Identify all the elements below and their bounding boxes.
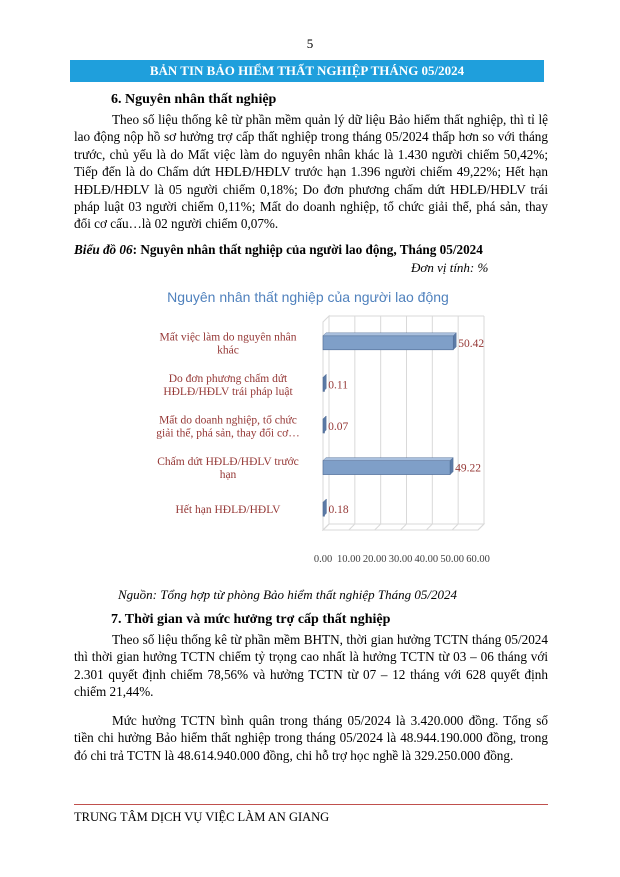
figure-source: Nguồn: Tổng hợp từ phòng Bảo hiểm thất nghiệp Tháng 05/2024	[118, 587, 458, 602]
page-number: 5	[306, 36, 314, 51]
bar-top	[323, 458, 453, 461]
footer-text: TRUNG TÂM DỊCH VỤ VIỆC LÀM AN GIANG	[74, 810, 330, 824]
gridline-base	[426, 524, 432, 530]
data-label: 50.42	[458, 337, 485, 350]
chart-title: Nguyên nhân thất nghiệp của người lao động	[167, 289, 449, 305]
gridline-base	[452, 524, 458, 530]
category-label: Mất do doanh nghiệp, tổ chức giải thể, phá sản, thay đổi cơ…	[156, 414, 300, 440]
unit-note: Đơn vị tính: %	[411, 260, 489, 275]
data-label: 49.22	[455, 462, 482, 475]
category-label: Do đơn phương chấm dứt HĐLĐ/HĐLV trái pháp luật	[163, 372, 293, 398]
x-tick-label: 50.00	[440, 554, 464, 565]
gridline-base	[349, 524, 355, 530]
x-tick-label: 0.00	[313, 554, 333, 565]
data-label: 0.07	[328, 421, 349, 433]
gridline-base	[478, 524, 484, 530]
footer-rule	[74, 804, 548, 805]
bar-side	[453, 333, 456, 350]
data-label: 0.11	[328, 379, 348, 392]
bar-side	[323, 499, 326, 516]
category-label: Hết hạn HĐLĐ/HĐLV	[175, 504, 281, 517]
section-7-paragraph-2: Mức hưởng TCTN bình quân trong tháng 05/2024 là 3.420.000 đồng. Tổng số tiền chi hưởng Bảo hiểm thất nghiệp trong tháng 05/2024 là 48.944.190.000 đồng, trong đó chi trả TCTN là 48.614.940.000 đồng, chi hỗ trợ học nghề là 329.250.000 đồng.	[74, 713, 548, 763]
figure-caption-label: Biểu đồ 06	[74, 242, 133, 257]
bar-side	[323, 416, 326, 433]
x-tick-label: 20.00	[362, 554, 387, 565]
section-6-paragraph: Theo số liệu thống kê từ phần mềm quản lý dữ liệu Bảo hiểm thất nghiệp, thì tỉ lệ lao động nộp hồ sơ hưởng trợ cấp thất nghiệp trong tháng 05/2024 thấp hơn so với tháng trước, chủ yếu là do Mất việc làm do nguyên nhân khác là 1.430 người chiếm 50,42%; Tiếp đến là do Chấm dứt HĐLĐ/HĐLV trước hạn 1.396 người chiếm 49,22%; Hết hạn HĐLĐ/HĐLV là 05 người chiếm 0,18%; Do đơn phương chấm dứt HĐLĐ/HĐLV trái pháp luật 03 người chiếm 0,11%; Mất do doanh nghiệp, tổ chức giải thể, phá sản, thay đổi cơ cấu…là 02 người chiếm 0,07%.	[74, 112, 548, 232]
gridline-base	[401, 524, 407, 530]
newsletter-banner: BẢN TIN BẢO HIỂM THẤT NGHIỆP THÁNG 05/2024	[70, 60, 544, 82]
section-7-paragraph-1: Theo số liệu thống kê từ phần mềm BHTN, thời gian hưởng TCTN tháng 05/2024 thì thời gian hưởng TCTN chiếm tỷ trọng cao nhất là hưởng TCTN từ 03 – 06 tháng với 2.301 quyết định chiếm 78,56% và hưởng TCTN từ 07 – 12 tháng với 628 quyết định chiếm 21,44%.	[74, 632, 548, 700]
figure-caption	[74, 242, 574, 258]
x-tick-label: 10.00	[337, 554, 361, 565]
x-tick-label: 30.00	[388, 554, 413, 565]
bar	[323, 336, 453, 350]
data-label: 0.18	[328, 504, 349, 517]
x-tick-label: 40.00	[414, 554, 439, 565]
gridline-base	[375, 524, 381, 530]
cause-bar-chart	[118, 280, 498, 580]
figure-caption-text: : Nguyên nhân thất nghiệp của người lao động, Tháng 05/2024	[132, 242, 483, 257]
bar	[323, 461, 450, 475]
gridline-base	[323, 524, 329, 530]
section-6-heading: 6. Nguyên nhân thất nghiệp	[111, 92, 277, 107]
bar-top	[323, 333, 456, 336]
section-7-heading: 7. Thời gian và mức hưởng trợ cấp thất nghiệp	[111, 612, 391, 627]
bar-side	[450, 458, 453, 475]
category-label: Chấm dứt HĐLĐ/HĐLV trước hạn	[157, 456, 299, 482]
bar-side	[323, 374, 326, 391]
x-tick-label: 60.00	[466, 554, 490, 565]
category-label: Mất việc làm do nguyên nhân khác	[159, 331, 297, 357]
